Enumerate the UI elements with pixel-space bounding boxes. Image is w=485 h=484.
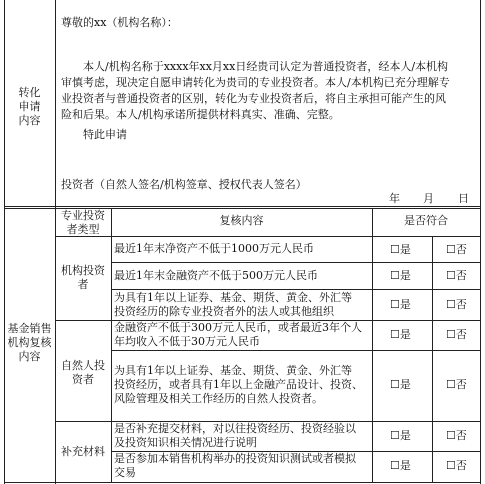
section1-label [4,86,55,128]
no-checkbox[interactable]: ☐否 [446,269,467,282]
criterion-line: 是否参加本销售机构举办的投资知识测试或者模拟 [114,452,356,465]
application-body [61,59,479,123]
criterion-text [114,452,356,480]
criterion-text [114,321,362,349]
criterion-line: 交易 [114,466,136,479]
row-line-2 [111,289,481,290]
yes-no-divider [432,236,433,482]
no-checkbox[interactable]: ☐否 [446,243,467,256]
criterion-text [114,242,314,256]
table-border-left [4,0,5,484]
group-name-line: 补充材料 [61,445,105,458]
content-column-divider [372,208,373,482]
criterion-line: 最近1年末净资产不低于1000万元人民币 [114,242,314,255]
no-checkbox[interactable]: ☐否 [446,298,467,311]
salutation: 尊敬的xx（机构名称）： [61,16,178,29]
group-institution [55,264,111,292]
criterion-line: 年均收入不低于30万元人民币 [114,335,260,348]
yes-checkbox[interactable]: ☐是 [390,269,411,282]
header-investor-type [55,209,111,237]
criterion-line: 为具有1年以上证券、基金、期货、黄金、外汇等 [114,364,352,377]
group-name-line: 机构投资 [61,264,105,277]
yes-checkbox[interactable]: ☐是 [390,298,411,311]
criterion-text [114,269,318,283]
criterion-line: 金融资产不低于300万元人民币，或者最近3年个人 [114,321,362,334]
table-border-right [480,0,481,484]
criterion-line: 最近1年末金融资产不低于500万元人民币 [114,269,318,282]
type-column-divider [111,208,112,482]
body-line: 险和后果。本人/机构承诺所提供材料真实、准确、完整。 [61,108,340,121]
label-column-divider [55,0,56,484]
group-name-line: 自然人投 [61,359,105,372]
criterion-text [114,291,352,319]
no-checkbox[interactable]: ☐否 [446,429,467,442]
apply-text: 特此申请 [83,128,127,141]
header-row-line [55,236,481,237]
section1-label-line: 内容 [18,114,41,127]
section2-label-line: 内容 [18,350,41,363]
section1-label-line: 申请 [18,100,41,113]
section2-label-line: 机构复核 [7,336,52,349]
header-conform [372,214,480,228]
yes-checkbox[interactable]: ☐是 [390,459,411,472]
criterion-text [114,422,356,450]
group-individual [55,359,111,387]
row-line-3 [111,350,481,351]
body-line: 业投资者与普通投资者的区别，转化为专业投资者后，将自主承担可能产生的风 [61,92,446,105]
body-line: 本人/机构名称于xxxx年xx月xx日经贵司认定为普通投资者，经本人/本机构 [83,60,449,73]
body-line: 审慎考虑，现决定自愿申请转化为贵司的专业投资者。本人/本机构已充分理解专 [61,76,450,89]
criterion-line: 是否补充提交材料，对以往投资经历、投资经验以 [114,422,356,435]
no-checkbox[interactable]: ☐否 [446,378,467,391]
header-type-line: 专业投资 [61,209,105,222]
yes-checkbox[interactable]: ☐是 [390,243,411,256]
criterion-line: 风险管理及相关工作经历的自然人投资者。 [114,392,323,405]
no-checkbox[interactable]: ☐否 [446,459,467,472]
group-name-line: 者 [77,278,89,291]
criterion-line: 及投资知识相关情况进行说明 [114,436,257,449]
yes-checkbox[interactable]: ☐是 [390,328,411,341]
table-border-bottom [4,482,481,483]
yes-checkbox[interactable]: ☐是 [390,429,411,442]
section2-label-line: 基金销售 [7,322,52,335]
criterion-text [114,364,363,406]
group-name-line: 资者 [72,373,94,386]
investor-signature-label: 投资者（自然人签名/机构签章、授权代表人签名） [61,178,307,191]
header-type-line: 者类型 [66,223,100,236]
header-content-text: 复核内容 [219,214,264,227]
row-line-1 [111,262,481,263]
no-checkbox[interactable]: ☐否 [446,328,467,341]
header-conform-text: 是否符合 [404,214,448,227]
criterion-line: 投资经历，或者具有1年以上金融产品设计、投资、 [114,378,363,391]
header-review-content [111,214,372,228]
group-supplement [55,445,111,459]
date-day: 日 [458,192,469,205]
criterion-line: 投资经历的除专业投资者外的法人或其他组织 [114,305,334,318]
date-year: 年 [389,192,400,205]
section2-label [4,322,55,364]
section1-label-line: 转化 [18,86,41,99]
criterion-line: 为具有1年以上证券、基金、期货、黄金、外汇等 [114,291,352,304]
yes-checkbox[interactable]: ☐是 [390,378,411,391]
date-month: 月 [423,192,434,205]
